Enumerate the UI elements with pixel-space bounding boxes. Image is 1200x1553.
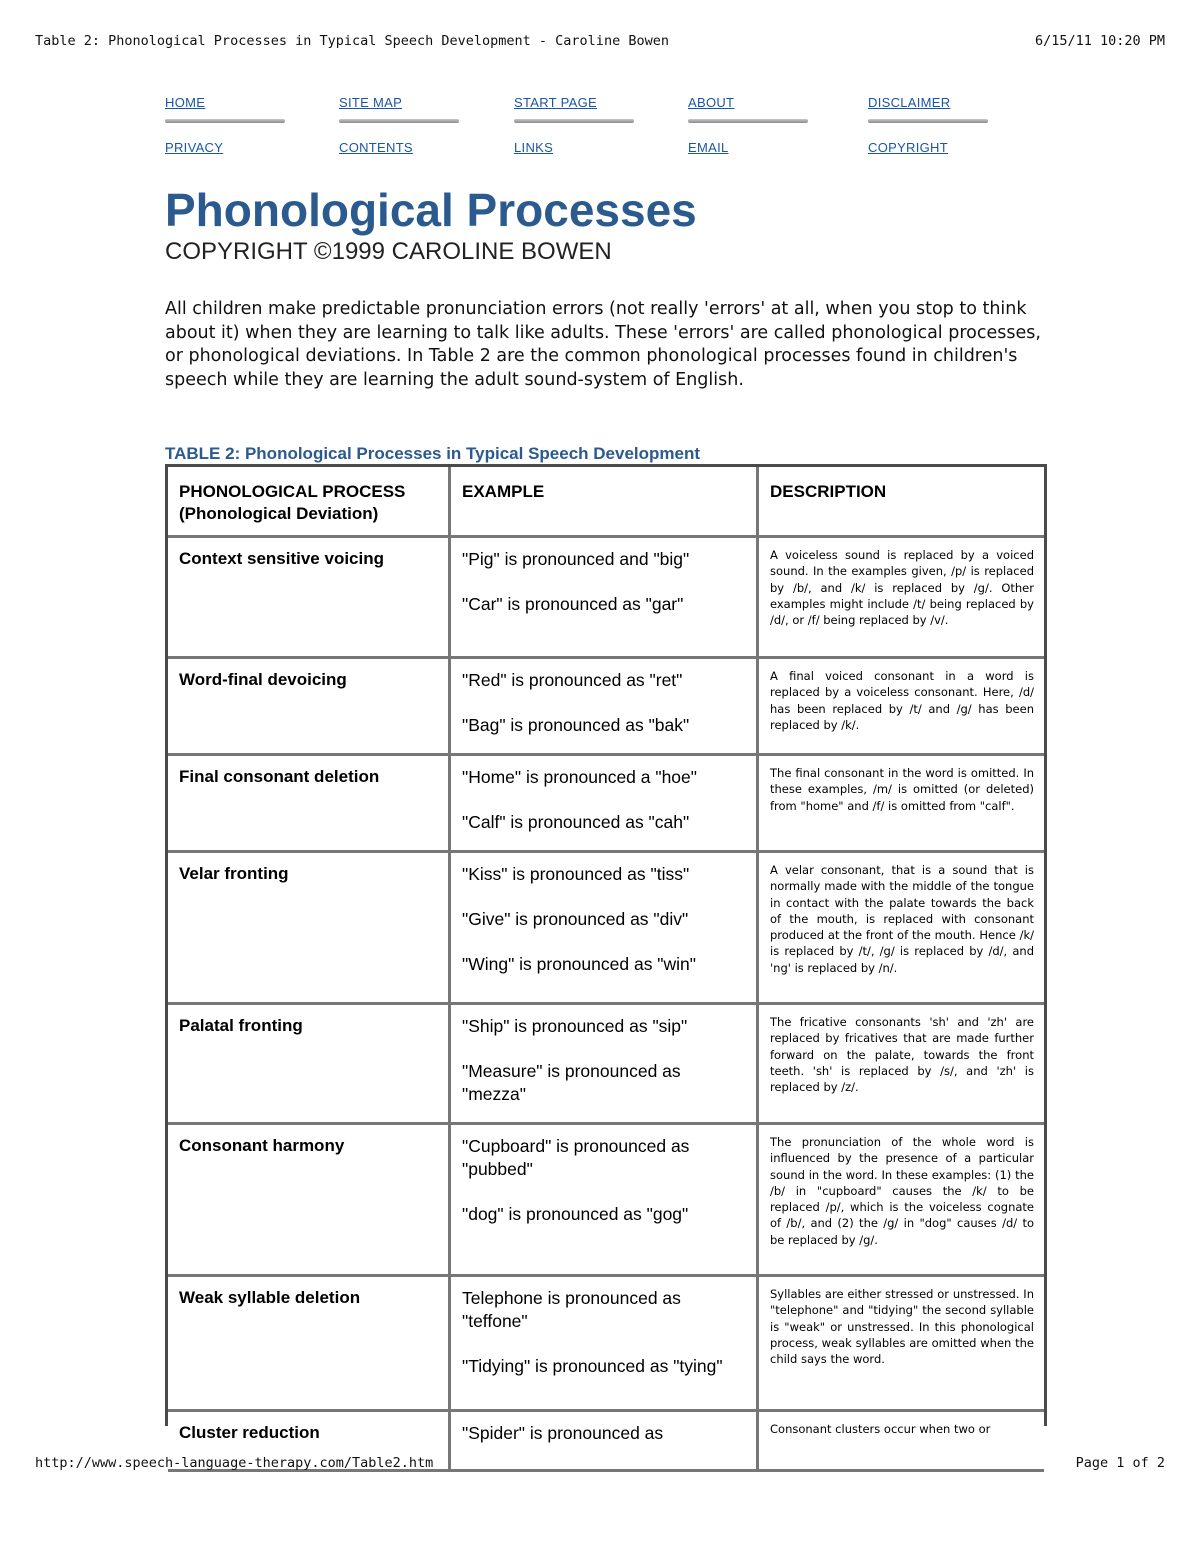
example-text: "Cupboard" is pronounced as "pubbed" bbox=[462, 1136, 690, 1179]
process-name: Consonant harmony bbox=[168, 1125, 451, 1277]
process-name: Word-final devoicing bbox=[168, 659, 451, 756]
example-text: Telephone is pronounced as "teffone" bbox=[462, 1288, 681, 1331]
example-cell bbox=[451, 659, 759, 756]
nav-link-disclaimer[interactable]: DISCLAIMER bbox=[868, 95, 951, 110]
example-text: "Spider" is pronounced as bbox=[462, 1423, 664, 1443]
example-text: "Car" is pronounced as "gar" bbox=[462, 594, 684, 614]
description-cell: A voiceless sound is replaced by a voiced sound. In the examples given, /p/ is replaced by /b/, and /k/ is replaced by /g/. Other examples might include /t/ being replaced by /d/, or /f/ being replaced by /v/. bbox=[759, 538, 1044, 659]
process-name: Palatal fronting bbox=[168, 1005, 451, 1125]
description-cell: Syllables are either stressed or unstressed. In "telephone" and "tidying" the second syllable is "weak" or unstressed. In this phonological process, weak syllables are omitted when the child says the word. bbox=[759, 1277, 1044, 1412]
example-text: "dog" is pronounced as "gog" bbox=[462, 1204, 689, 1224]
example-text: "Bag" is pronounced as "bak" bbox=[462, 715, 690, 735]
example-text: "Pig" is pronounced and "big" bbox=[462, 549, 690, 569]
process-name: Weak syllable deletion bbox=[168, 1277, 451, 1412]
nav-link-start-page[interactable]: START PAGE bbox=[514, 95, 597, 110]
example-text: "Tidying" is pronounced as "tying" bbox=[462, 1356, 723, 1376]
header-example: EXAMPLE bbox=[451, 467, 759, 538]
nav-divider bbox=[868, 119, 988, 123]
nav-link-privacy[interactable]: PRIVACY bbox=[165, 140, 224, 155]
print-datetime: 6/15/11 10:20 PM bbox=[1034, 33, 1165, 49]
example-cell bbox=[451, 1005, 759, 1125]
intro-paragraph: All children make predictable pronunciation errors (not really 'errors' at all, when you stop to think about it) when they are learning to talk like adults. These 'errors' are called phonological processes, or phonological deviations. In Table 2 are the common phonological processes found in children's speech while they are learning the adult sound-system of English. bbox=[165, 299, 1041, 390]
nav-divider bbox=[165, 119, 285, 123]
nav-item-email bbox=[688, 140, 868, 175]
nav-divider bbox=[514, 119, 634, 123]
nav-item-privacy bbox=[165, 140, 339, 175]
nav-item-contents bbox=[339, 140, 514, 175]
process-name: Final consonant deletion bbox=[168, 756, 451, 853]
example-text: "Calf" is pronounced as "cah" bbox=[462, 812, 690, 832]
nav-link-home[interactable]: HOME bbox=[165, 95, 206, 110]
example-cell bbox=[451, 756, 759, 853]
nav-item-about bbox=[688, 95, 868, 130]
nav-item-home bbox=[165, 95, 339, 130]
example-cell bbox=[451, 1277, 759, 1412]
example-text: "Measure" is pronounced as "mezza" bbox=[462, 1061, 681, 1104]
nav-link-copyright[interactable]: COPYRIGHT bbox=[868, 140, 948, 155]
header-description: DESCRIPTION bbox=[759, 467, 1044, 538]
example-text: "Home" is pronounced a "hoe" bbox=[462, 767, 697, 787]
header-process bbox=[168, 467, 451, 538]
nav-divider bbox=[688, 119, 808, 123]
example-cell bbox=[451, 1125, 759, 1277]
print-page-number: Page 1 of 2 bbox=[1075, 1455, 1165, 1471]
description-cell: A final voiced consonant in a word is replaced by a voiceless consonant. Here, /d/ has been replaced by /t/ and /g/ has been replaced by /k/. bbox=[759, 659, 1044, 756]
process-name: Context sensitive voicing bbox=[168, 538, 451, 659]
description-cell: The final consonant in the word is omitted. In these examples, /m/ is omitted (or deleted) from "home" and /f/ is omitted from "calf". bbox=[759, 756, 1044, 853]
nav-link-links[interactable]: LINKS bbox=[514, 140, 554, 155]
nav-link-site-map[interactable]: SITE MAP bbox=[339, 95, 403, 110]
nav-item-links bbox=[514, 140, 688, 175]
process-name: Cluster reduction bbox=[168, 1412, 451, 1472]
table-row bbox=[168, 1125, 1044, 1277]
example-cell bbox=[451, 853, 759, 1005]
example-text: "Wing" is pronounced as "win" bbox=[462, 954, 696, 974]
table-row bbox=[168, 853, 1044, 1005]
example-text: "Kiss" is pronounced as "tiss" bbox=[462, 864, 690, 884]
example-text: "Ship" is pronounced as "sip" bbox=[462, 1016, 688, 1036]
nav-item-copyright bbox=[868, 140, 1005, 175]
nav-link-about[interactable]: ABOUT bbox=[688, 95, 735, 110]
table-row bbox=[168, 756, 1044, 853]
header-process-label: PHONOLOGICAL PROCESS bbox=[179, 482, 406, 501]
nav-item-disclaimer bbox=[868, 95, 1005, 130]
print-header bbox=[35, 33, 1165, 49]
table-row bbox=[168, 538, 1044, 659]
table-row bbox=[168, 1277, 1044, 1412]
nav-link-email[interactable]: EMAIL bbox=[688, 140, 729, 155]
processes-table bbox=[168, 467, 1044, 1472]
example-cell bbox=[451, 538, 759, 659]
description-cell: The fricative consonants 'sh' and 'zh' are replaced by fricatives that are made further forward on the palate, towards the front teeth. 'sh' is replaced by /s/, and 'zh' is replaced by /z/. bbox=[759, 1005, 1044, 1125]
print-footer bbox=[35, 1455, 1165, 1471]
top-navigation bbox=[165, 95, 1005, 175]
print-url: http://www.speech-language-therapy.com/Table2.htm bbox=[35, 1455, 434, 1471]
table-caption: TABLE 2: Phonological Processes in Typical Speech Development bbox=[165, 444, 701, 463]
description-cell: A velar consonant, that is a sound that is normally made with the middle of the tongue in contact with the palate towards the back of the mouth, is replaced with consonant produced at the front of the mouth. Hence /k/ is replaced by /t/, /g/ is replaced by /d/, and 'ng' is replaced by /n/. bbox=[759, 853, 1044, 1005]
table-row bbox=[168, 659, 1044, 756]
print-page-title: Table 2: Phonological Processes in Typical Speech Development - Caroline Bowen bbox=[35, 33, 669, 49]
nav-link-contents[interactable]: CONTENTS bbox=[339, 140, 413, 155]
header-process-sublabel: (Phonological Deviation) bbox=[179, 504, 379, 523]
page-title: Phonological Processes bbox=[165, 184, 697, 236]
copyright-line: COPYRIGHT ©1999 CAROLINE BOWEN bbox=[165, 238, 612, 265]
example-text: "Red" is pronounced as "ret" bbox=[462, 670, 683, 690]
process-name: Velar fronting bbox=[168, 853, 451, 1005]
description-cell: Consonant clusters occur when two or bbox=[759, 1412, 1044, 1472]
table-row bbox=[168, 1005, 1044, 1125]
description-cell: The pronunciation of the whole word is influenced by the presence of a particular sound in the word. In these examples: (1) the /b/ in "cupboard" causes the /k/ to be replaced /p/, which is the voiceless cognate of /b/, and (2) the /g/ in "dog" causes /d/ to be replaced by /g/. bbox=[759, 1125, 1044, 1277]
nav-item-start-page bbox=[514, 95, 688, 130]
processes-table-container bbox=[165, 464, 1047, 1443]
nav-divider bbox=[339, 119, 459, 123]
table-header-row bbox=[168, 467, 1044, 538]
nav-item-site-map bbox=[339, 95, 514, 130]
example-text: "Give" is pronounced as "div" bbox=[462, 909, 689, 929]
